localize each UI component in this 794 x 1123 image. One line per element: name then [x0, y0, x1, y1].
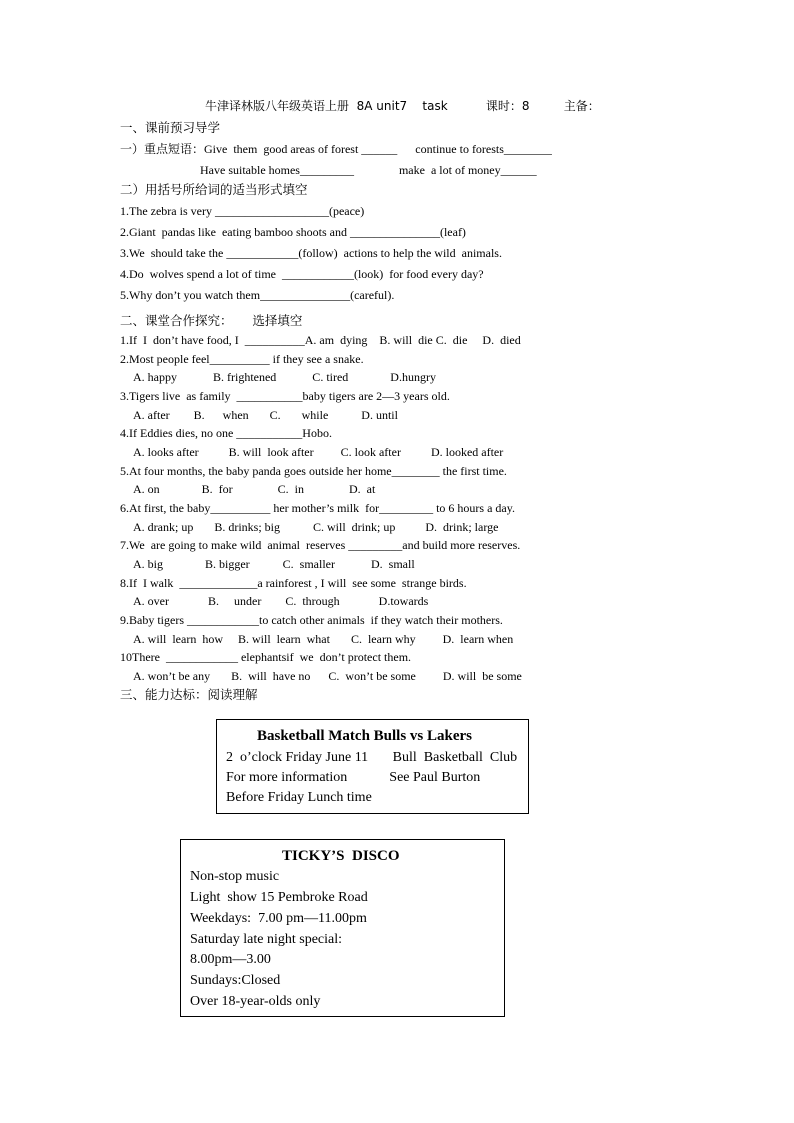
disco-notice-line: 8.00pm—3.00 — [190, 952, 271, 967]
basketball-notice-title: Basketball Match Bulls vs Lakers — [257, 728, 473, 744]
disco-notice-line: Over 18-year-olds only — [190, 994, 321, 1009]
key-phrases-line-1: 一）重点短语：Give them good areas of forest ______ continue to forests________ — [120, 142, 552, 156]
disco-notice-line: Sundays:Closed — [190, 973, 281, 988]
page-header: 牛津译林版八年级英语上册 8A unit7 task 课时：8 主备： — [205, 99, 600, 113]
choice-question: 1.If I don’t have food, I __________A. am dying B. will die C. die D. died — [120, 333, 521, 347]
basketball-notice-line: 2 o’clock Friday June 11 Bull Basketball Club — [226, 750, 518, 765]
choice-question: 10There ____________ elephantsif we don’t protect them. — [120, 650, 412, 664]
word-form-item: 3.We should take the ____________(follow) actions to help the wild animals. — [120, 246, 502, 260]
choice-options: A. over B. under C. through D.towards — [133, 594, 429, 608]
word-forms-title: 二）用括号所给词的适当形式填空 — [120, 182, 308, 197]
basketball-notice-line: For more information See Paul Burton — [226, 770, 481, 785]
choice-options: A. happy B. frightened C. tired D.hungry — [133, 370, 436, 384]
choice-question: 4.If Eddies dies, no one ___________Hobo. — [120, 426, 332, 440]
disco-notice — [180, 839, 505, 1017]
word-form-item: 5.Why don’t you watch them_______________(careful). — [120, 288, 395, 302]
disco-notice-line: Light show 15 Pembroke Road — [190, 890, 368, 905]
word-form-item: 1.The zebra is very ___________________(peace) — [120, 204, 365, 218]
word-form-item: 2.Giant pandas like eating bamboo shoots and _______________(leaf) — [120, 225, 466, 239]
section-1-title: 一、课前预习导学 — [120, 120, 221, 135]
disco-notice-line: Weekdays: 7.00 pm—11.00pm — [190, 911, 367, 926]
basketball-notice — [216, 719, 529, 814]
choice-options: A. on B. for C. in D. at — [133, 482, 376, 496]
choice-options: A. drank; up B. drinks; big C. will drink; up D. drink; large — [133, 520, 499, 534]
choice-question: 3.Tigers live as family ___________baby tigers are 2—3 years old. — [120, 389, 450, 403]
choice-options: A. after B. when C. while D. until — [133, 408, 398, 422]
word-form-item: 4.Do wolves spend a lot of time ____________(look) for food every day? — [120, 267, 484, 281]
choice-question: 5.At four months, the baby panda goes outside her home________ the first time. — [120, 464, 507, 478]
choice-options: A. won’t be any B. will have no C. won’t be some D. will be some — [133, 669, 522, 683]
choice-question: 7.We are going to make wild animal reserves _________and build more reserves. — [120, 538, 521, 552]
disco-notice-title: TICKY’S DISCO — [282, 848, 400, 864]
section-3-title: 三、能力达标：阅读理解 — [120, 687, 258, 702]
choice-options: A. will learn how B. will learn what C. learn why D. learn when — [133, 632, 514, 646]
choice-options: A. big B. bigger C. smaller D. small — [133, 557, 415, 571]
key-phrases-line-2: Have suitable homes_________ make a lot of money______ — [200, 163, 537, 177]
choice-question: 8.If I walk _____________a rainforest , I will see some strange birds. — [120, 576, 467, 590]
basketball-notice-line: Before Friday Lunch time — [226, 790, 372, 805]
section-2-title: 二、课堂合作探究： 选择填空 — [120, 313, 303, 328]
disco-notice-line: Saturday late night special: — [190, 932, 343, 947]
choice-question: 9.Baby tigers ____________to catch other animals if they watch their mothers. — [120, 613, 503, 627]
choice-question: 6.At first, the baby__________ her mother’s milk for_________ to 6 hours a day. — [120, 501, 515, 515]
choice-options: A. looks after B. will look after C. look after D. looked after — [133, 445, 504, 459]
disco-notice-line: Non-stop music — [190, 869, 280, 884]
choice-question: 2.Most people feel__________ if they see a snake. — [120, 352, 364, 366]
